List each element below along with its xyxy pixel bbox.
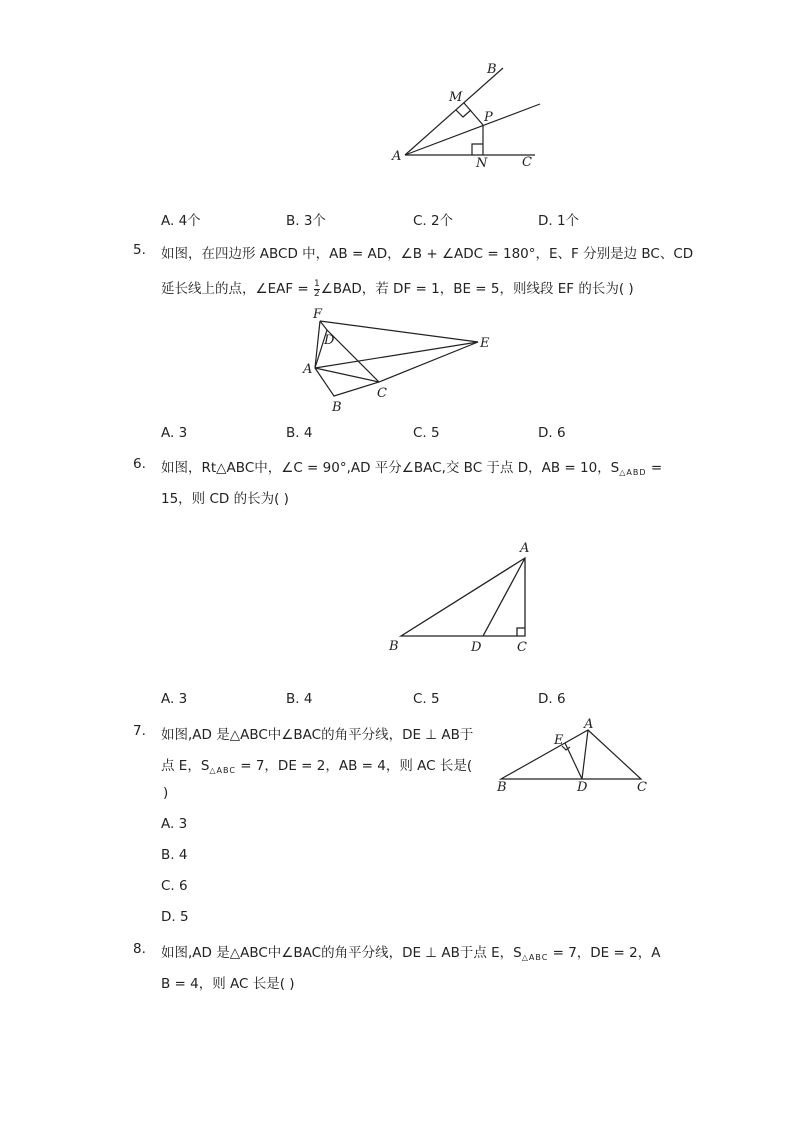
q8-text-line1-sub: △ABC [521,953,549,962]
q4-label-b: B [487,62,497,77]
q7-label-c: C [637,780,647,795]
q6-label-c: C [517,640,527,655]
segment-ad [582,730,588,779]
q6-label-b: B [389,639,399,654]
q5-label-e: E [480,336,490,351]
q5-label-b: B [332,400,342,415]
q5-text-line1: 如图，在四边形 ABCD 中，AB = AD，∠B + ∠ADC = 180°，E、F 分别是边 BC、CD [161,246,694,262]
q4-label-c: C [522,155,532,170]
q5-label-d: D [324,333,335,348]
q6-text-line1-main: 如图，Rt△ABC中，∠C = 90°,AD 平分∠BAC,交 BC 于点 D，AB = 10，S [161,460,620,476]
q8-number: 8. [133,941,146,957]
q7-text-line3: ) [163,785,169,801]
q4-label-p: P [484,110,493,125]
q4-option-b: B. 3个 [286,213,326,229]
q6-option-c: C. 5 [413,691,440,707]
q6-option-d: D. 6 [538,691,566,707]
q7-number: 7. [133,723,146,739]
q7-label-b: B [497,780,507,795]
q4-label-n: N [476,156,488,171]
q7-text-line2-b: = 7，DE = 2，AB = 4，则 AC 长是( [235,758,473,774]
q5-text-line2-a: 延长线上的点，∠EAF = [161,281,314,297]
q7-option-d: D. 5 [161,909,189,925]
q7-label-d: D [577,780,588,795]
q5-fraction-den: 2 [314,288,320,299]
q5-option-d: D. 6 [538,425,566,441]
q5-option-a: A. 3 [161,425,188,441]
q6-text-line2: 15，则 CD 的长为( ) [161,491,289,507]
q6-text-line1-end: = [646,460,663,476]
q6-text-line1-sub: △ABD [619,468,647,477]
q6-label-d: D [471,640,482,655]
q7-text-line1: 如图,AD 是△ABC中∠BAC的角平分线，DE ⊥ AB于 [161,727,474,743]
q4-label-m: M [449,90,463,105]
q4-label-a: A [392,149,402,164]
q5-text-line2-b: ∠BAD，若 DF = 1，BE = 5，则线段 EF 的长为( ) [320,281,634,297]
q7-option-a: A. 3 [161,816,188,832]
q8-text-line1-b: = 7，DE = 2，A [548,945,661,961]
q7-text-line2-a: 点 E，S [161,758,210,774]
q7-label-e: E [554,733,564,748]
q5-option-b: B. 4 [286,425,313,441]
q5-option-c: C. 5 [413,425,440,441]
q6-number: 6. [133,456,146,472]
q7-label-a: A [584,717,594,732]
q6-option-b: B. 4 [286,691,313,707]
q7-option-b: B. 4 [161,847,188,863]
q6-option-a: A. 3 [161,691,188,707]
q5-label-a: A [303,362,313,377]
q8-text-line1 [161,941,660,962]
q5-label-f: F [313,307,323,322]
q5-label-c: C [377,386,387,401]
q4-option-c: C. 2个 [413,213,454,229]
q5-fraction-num: 1 [314,278,320,289]
q4-option-d: D. 1个 [538,213,580,229]
q5-number: 5. [133,242,146,258]
q7-text-line2-sub: △ABC [209,766,236,775]
q8-text-line1-a: 如图,AD 是△ABC中∠BAC的角平分线，DE ⊥ AB于点 E，S [161,945,522,961]
q8-text-line2: B = 4，则 AC 长是( ) [161,976,295,992]
q6-label-a: A [520,541,530,556]
q7-option-c: C. 6 [161,878,188,894]
q4-option-a: A. 4个 [161,213,201,229]
